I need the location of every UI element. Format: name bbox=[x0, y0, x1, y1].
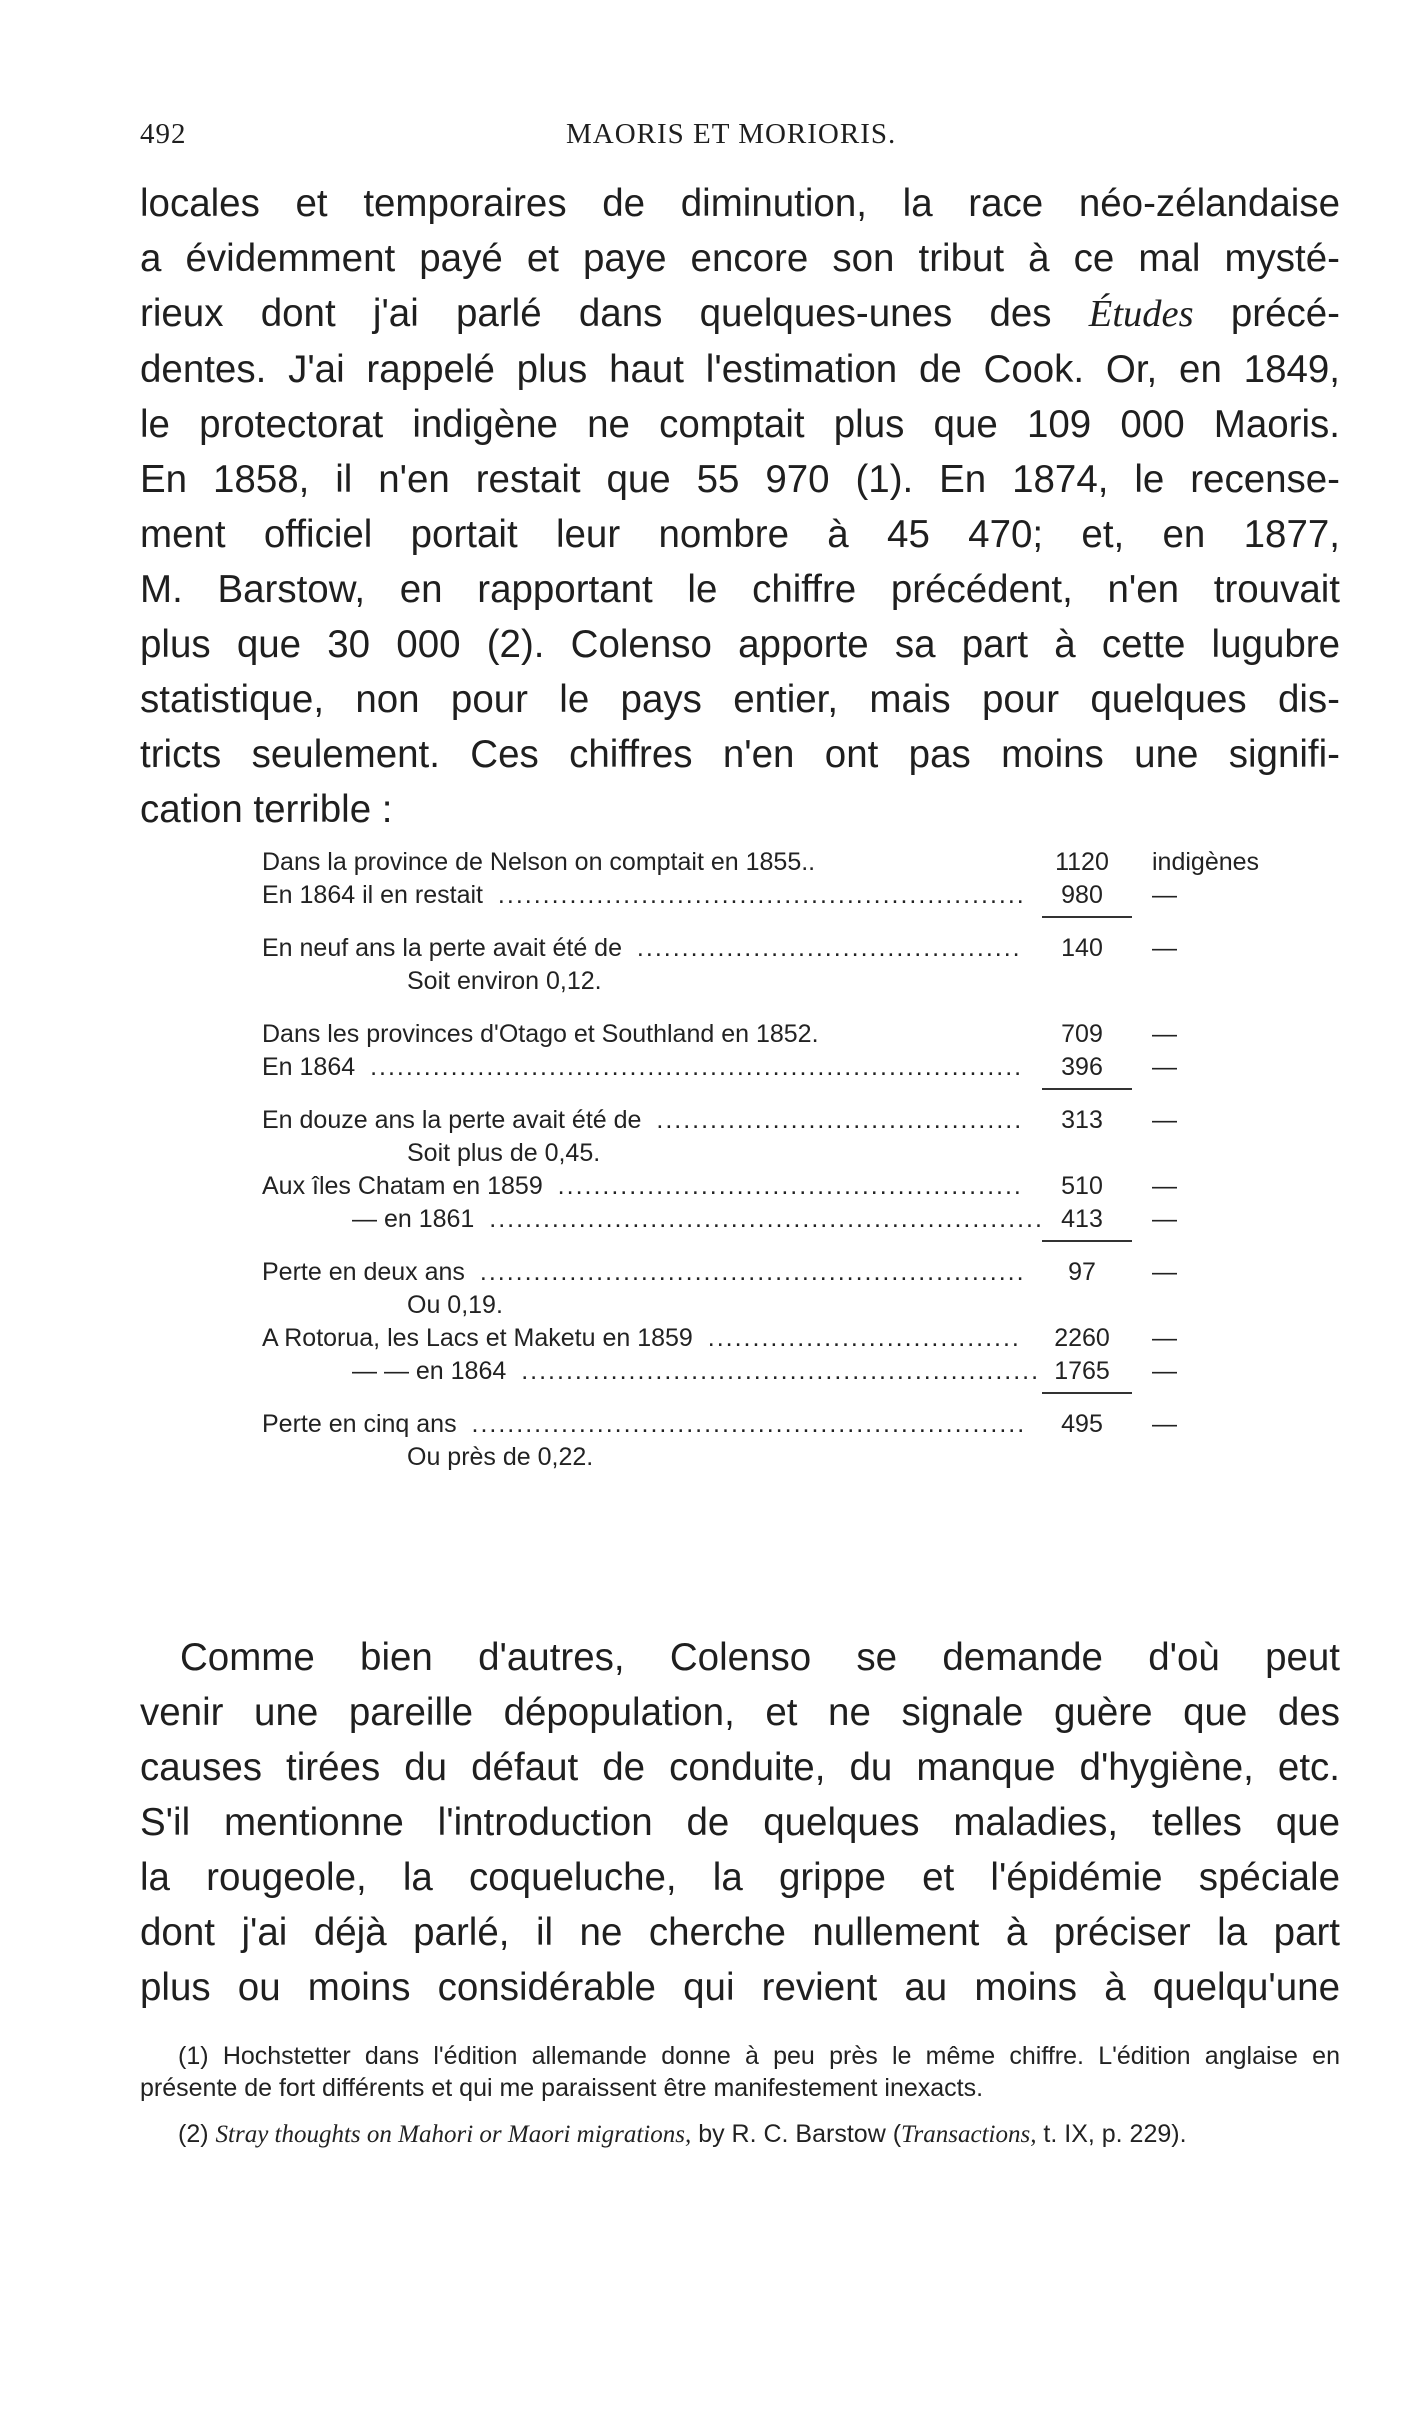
row-value: 980 bbox=[1042, 881, 1122, 910]
ditto-dash: — bbox=[1152, 1053, 1177, 1081]
footnote-mark: (2) bbox=[178, 2120, 209, 2148]
text-line: causes tirées du défaut de conduite, du manque d'hygiène, etc. bbox=[140, 1746, 1340, 1789]
page-number: 492 bbox=[140, 118, 187, 150]
table-row bbox=[262, 934, 1342, 967]
text-line: dentes. J'ai rappelé plus haut l'estimation de Cook. Or, en 1849, bbox=[140, 348, 1340, 391]
text-line: Comme bien d'autres, Colenso se demande d'où peut bbox=[180, 1636, 1340, 1679]
row-value: 709 bbox=[1042, 1020, 1122, 1049]
row-value: 413 bbox=[1042, 1205, 1122, 1234]
text-line: ment officiel portait leur nombre à 45 470; et, en 1877, bbox=[140, 513, 1340, 556]
text-line: S'il mentionne l'introduction de quelques maladies, telles que bbox=[140, 1801, 1340, 1844]
text-line: cation terrible : bbox=[140, 788, 393, 831]
table-row bbox=[262, 1258, 1342, 1291]
row-label: En 1864 il en restait ..... bbox=[262, 881, 1022, 910]
table-row bbox=[262, 1020, 1342, 1053]
spacer bbox=[262, 1086, 1342, 1106]
spacer bbox=[262, 1000, 1342, 1020]
text-line: M. Barstow, en rapportant le chiffre précédent, n'en trouvait bbox=[140, 568, 1340, 611]
row-value: 97 bbox=[1042, 1258, 1122, 1287]
row-label: Aux îles Chatam en 1859 ..... bbox=[262, 1172, 1022, 1201]
row-label: En 1864 ..... bbox=[262, 1053, 1022, 1082]
ditto-dash: — bbox=[1152, 1020, 1177, 1048]
table-row bbox=[262, 1053, 1342, 1086]
row-value: 1120 bbox=[1042, 848, 1122, 877]
row-value: 1765 bbox=[1042, 1357, 1122, 1386]
ditto-dash: — bbox=[1152, 1205, 1177, 1233]
text-line: locales et temporaires de diminution, la race néo-zélandaise bbox=[140, 182, 1340, 225]
footnote-text: by R. C. Barstow ( bbox=[691, 2120, 902, 2148]
spacer bbox=[262, 1390, 1342, 1410]
row-label: Dans les provinces d'Otago et Southland en 1852. bbox=[262, 1020, 819, 1048]
text-line: venir une pareille dépopulation, et ne signale guère que des bbox=[140, 1691, 1340, 1734]
table-row bbox=[262, 881, 1342, 914]
ditto-dash: — bbox=[1152, 1324, 1177, 1352]
text-fragment: précé- bbox=[1230, 292, 1340, 335]
spacer bbox=[262, 914, 1342, 934]
footnote-italic-journal: Transactions, bbox=[901, 2121, 1037, 2148]
table-row bbox=[262, 1443, 1342, 1476]
row-label: Dans la province de Nelson on comptait en 1855.. bbox=[262, 848, 816, 876]
ditto-dash: — bbox=[1152, 934, 1177, 962]
footnote-1 bbox=[140, 2040, 1340, 2104]
ditto-dash: — bbox=[1152, 1258, 1177, 1286]
text-fragment: rieux dont j'ai parlé dans quelques-unes des bbox=[140, 292, 1052, 335]
row-label: En neuf ans la perte avait été de ..... bbox=[262, 934, 1022, 963]
row-value: 2260 bbox=[1042, 1324, 1122, 1353]
row-label: — en 1861 ..... bbox=[352, 1205, 1112, 1234]
book-page bbox=[140, 0, 1340, 2414]
row-value: 495 bbox=[1042, 1410, 1122, 1439]
table-row bbox=[262, 1357, 1342, 1390]
ditto-dash: — bbox=[1152, 1357, 1177, 1385]
spacer bbox=[262, 1238, 1342, 1258]
row-label: A Rotorua, les Lacs et Maketu en 1859 ..... bbox=[262, 1324, 1022, 1353]
ditto-dash: — bbox=[1152, 1172, 1177, 1200]
footnote-2 bbox=[140, 2118, 1340, 2151]
text-line: En 1858, il n'en restait que 55 970 (1). En 1874, le recense- bbox=[140, 458, 1340, 501]
paragraph-2 bbox=[140, 1630, 1340, 2015]
row-value: 313 bbox=[1042, 1106, 1122, 1135]
table-row bbox=[262, 1172, 1342, 1205]
footnote-mark: (1) bbox=[178, 2042, 209, 2070]
table-row bbox=[262, 1410, 1342, 1443]
text-line: le protectorat indigène ne comptait plus que 109 000 Maoris. bbox=[140, 403, 1340, 446]
unit-label: indigènes bbox=[1152, 848, 1260, 876]
footnote-italic-title: Stray thoughts on Mahori or Maori migrations, bbox=[215, 2121, 692, 2148]
row-label: Ou près de 0,22. bbox=[407, 1443, 594, 1471]
row-value: 510 bbox=[1042, 1172, 1122, 1201]
row-label: Perte en cinq ans ..... bbox=[262, 1410, 1022, 1439]
row-label: Soit plus de 0,45. bbox=[407, 1139, 601, 1167]
sum-rule bbox=[1042, 1240, 1132, 1242]
footnote-text: Hochstetter dans l'édition allemande donne à peu près le même chiffre. L'édition anglaise en présente de fort différents et qui me paraissent être manifestement inexacts. bbox=[140, 2042, 1340, 2102]
ditto-dash: — bbox=[1152, 881, 1177, 909]
row-value: 396 bbox=[1042, 1053, 1122, 1082]
text-line: a évidemment payé et paye encore son tribut à ce mal mysté- bbox=[140, 237, 1340, 280]
table-row bbox=[262, 848, 1342, 881]
row-label: Perte en deux ans ..... bbox=[262, 1258, 1022, 1287]
running-title: MAORIS ET MORIORIS. bbox=[566, 118, 897, 150]
text-line bbox=[140, 286, 1340, 342]
table-row bbox=[262, 1205, 1342, 1238]
row-label: Ou 0,19. bbox=[407, 1291, 503, 1319]
italic-title: Études bbox=[1088, 293, 1194, 335]
footnote-text: t. IX, p. 229). bbox=[1036, 2120, 1187, 2148]
row-label: — — en 1864 ..... bbox=[352, 1357, 1112, 1386]
sum-rule bbox=[1042, 1392, 1132, 1394]
table-row bbox=[262, 1106, 1342, 1139]
table-row bbox=[262, 1324, 1342, 1357]
table-row bbox=[262, 1291, 1342, 1324]
sum-rule bbox=[1042, 1088, 1132, 1090]
footnotes bbox=[140, 2040, 1340, 2165]
table-row bbox=[262, 1139, 1342, 1172]
ditto-dash: — bbox=[1152, 1106, 1177, 1134]
text-line: la rougeole, la coqueluche, la grippe et l'épidémie spéciale bbox=[140, 1856, 1340, 1899]
text-line: plus ou moins considérable qui revient au moins à quelqu'une bbox=[140, 1966, 1340, 2009]
table-row bbox=[262, 967, 1342, 1000]
text-line: plus que 30 000 (2). Colenso apporte sa part à cette lugubre bbox=[140, 623, 1340, 666]
running-head bbox=[140, 118, 1340, 158]
paragraph-1 bbox=[140, 176, 1340, 837]
text-line: dont j'ai déjà parlé, il ne cherche nullement à préciser la part bbox=[140, 1911, 1340, 1954]
ditto-dash: — bbox=[1152, 1410, 1177, 1438]
text-line: tricts seulement. Ces chiffres n'en ont pas moins une signifi- bbox=[140, 733, 1340, 776]
population-table bbox=[262, 848, 1342, 1476]
text-line: statistique, non pour le pays entier, mais pour quelques dis- bbox=[140, 678, 1340, 721]
row-label: Soit environ 0,12. bbox=[407, 967, 602, 995]
row-value: 140 bbox=[1042, 934, 1122, 963]
sum-rule bbox=[1042, 916, 1132, 918]
row-label: En douze ans la perte avait été de ..... bbox=[262, 1106, 1022, 1135]
